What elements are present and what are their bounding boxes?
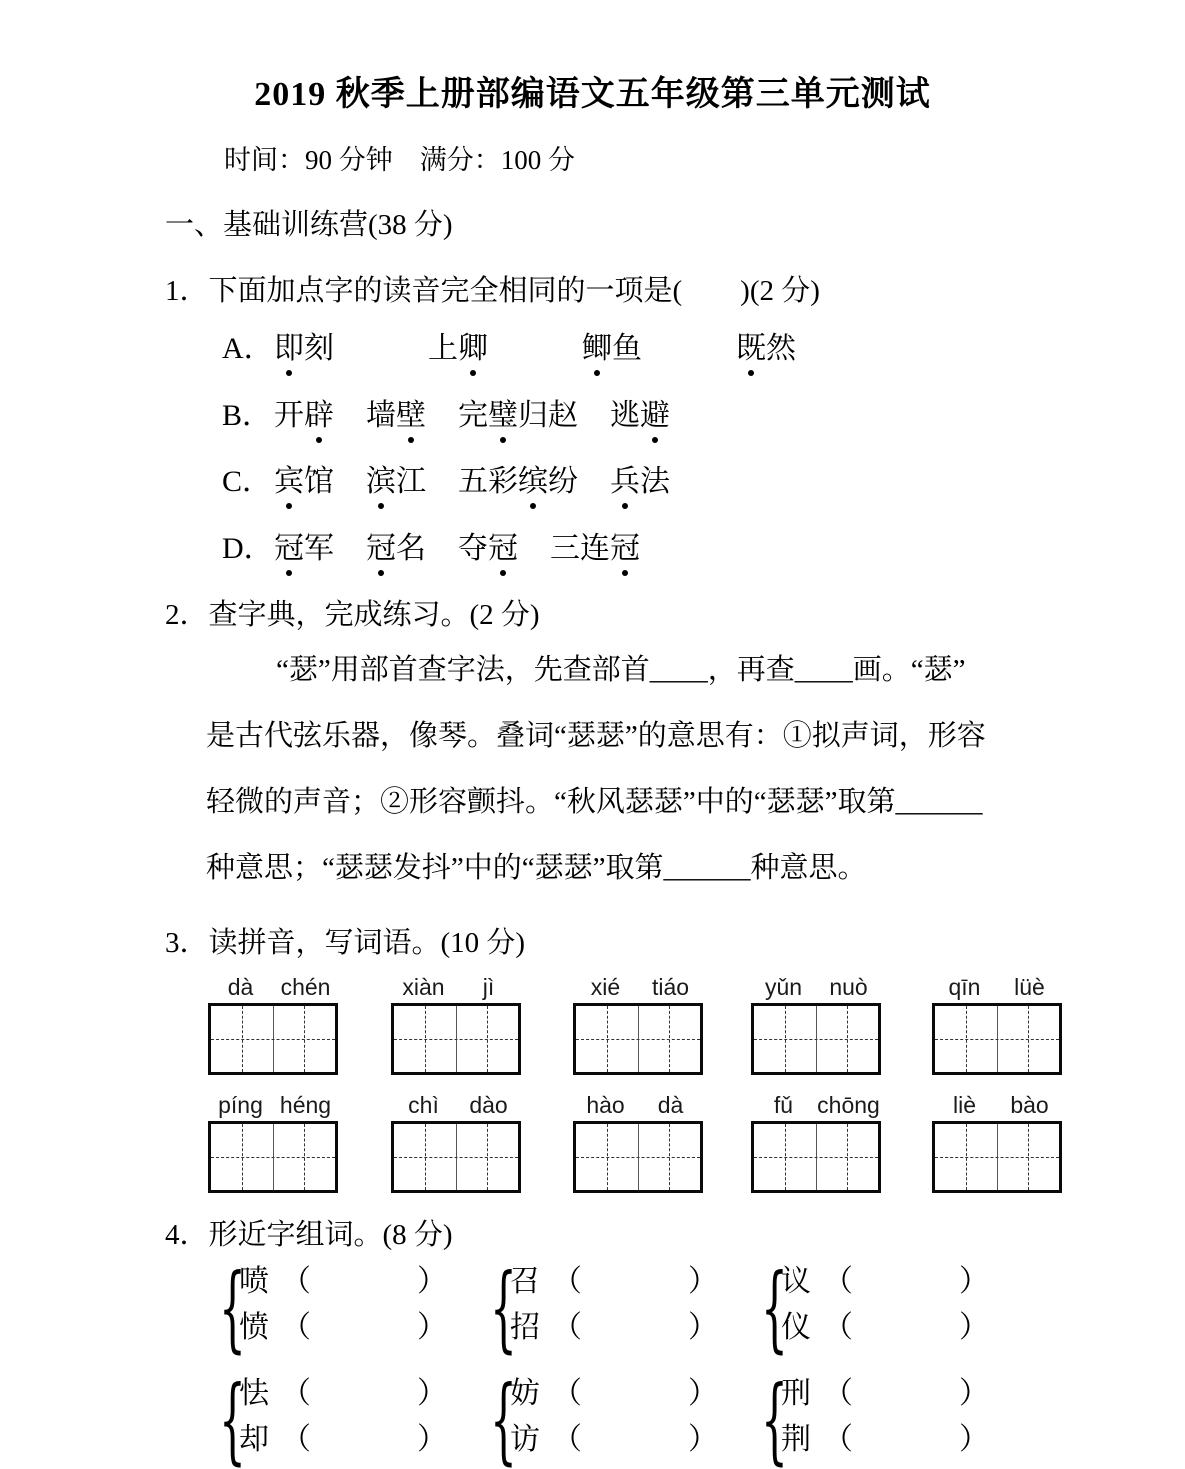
writing-grid <box>751 1121 881 1193</box>
dotted-character: 冠 <box>274 531 304 565</box>
pair-line <box>510 1265 718 1299</box>
pinyin-label-row <box>573 1086 703 1121</box>
writing-grid-cell <box>456 1006 519 1072</box>
option-word <box>274 331 334 367</box>
pair-group <box>490 1254 741 1363</box>
character: 完 <box>458 398 488 432</box>
writing-grid-cell <box>211 1006 273 1072</box>
writing-grid-cell <box>456 1124 519 1190</box>
pinyin-syllable: hào <box>586 1092 625 1118</box>
writing-grid-cell <box>211 1124 273 1190</box>
question-4-stem: 4．形近字组词。(8 分) <box>165 1219 453 1251</box>
close-paren: ） <box>959 1265 989 1298</box>
pinyin-label-row <box>208 968 338 1003</box>
pinyin-grid-unit <box>751 968 881 1075</box>
writing-grid-cell <box>997 1124 1060 1190</box>
character: 馆 <box>304 465 334 498</box>
writing-grid-cell <box>754 1006 816 1072</box>
pinyin-label-row <box>391 968 521 1003</box>
pinyin-grid-unit <box>391 1086 521 1193</box>
option-word <box>582 331 642 367</box>
pinyin-grid-unit <box>932 968 1062 1075</box>
near-form-character: 荆 <box>781 1423 811 1456</box>
option-row <box>222 531 890 598</box>
option-word <box>458 398 578 434</box>
option-row <box>222 464 890 531</box>
pinyin-syllable: qīn <box>948 974 981 1000</box>
pinyin-grid-unit <box>208 968 338 1075</box>
character: 五 <box>458 465 488 498</box>
near-form-character: 召 <box>510 1265 540 1298</box>
character: 赵 <box>548 398 578 432</box>
dotted-character: 璧 <box>488 398 518 432</box>
writing-grid-cell <box>576 1006 638 1072</box>
pair-group <box>490 1366 741 1469</box>
close-paren: ） <box>959 1377 989 1410</box>
pair-group <box>219 1366 470 1469</box>
character: 上 <box>428 332 458 365</box>
pinyin-syllable: lüè <box>1014 974 1045 1000</box>
pinyin-grid-unit <box>208 1086 338 1193</box>
paragraph-line: 轻微的声音；②形容颤抖。“秋风瑟瑟”中的“瑟瑟”取第______ <box>206 786 983 818</box>
brace-icon: { <box>219 1366 246 1469</box>
writing-grid-cell <box>935 1124 997 1190</box>
character: 开 <box>274 398 304 432</box>
pinyin-syllable: dà <box>227 974 254 1000</box>
pinyin-label-row <box>391 1086 521 1121</box>
pinyin-grid-unit <box>573 968 703 1075</box>
near-form-character: 刑 <box>781 1377 811 1410</box>
pinyin-syllable: fǔ <box>773 1092 794 1118</box>
open-paren: （ <box>823 1265 853 1298</box>
character: 然 <box>766 332 796 365</box>
writing-grid-cell <box>816 1124 879 1190</box>
writing-grid <box>573 1003 703 1075</box>
pair-line <box>781 1311 989 1345</box>
near-form-character: 妨 <box>510 1377 540 1410</box>
pair-group <box>761 1366 1012 1469</box>
pinyin-syllable: héng <box>279 1092 332 1118</box>
pinyin-label-row <box>751 1086 881 1121</box>
pair-line <box>510 1377 718 1411</box>
pinyin-syllable: chén <box>280 974 331 1000</box>
writing-grid-cell <box>394 1124 456 1190</box>
writing-grid <box>573 1121 703 1193</box>
option-word <box>458 464 578 500</box>
question-2-paragraph <box>206 648 1056 912</box>
character: 军 <box>304 531 334 565</box>
near-form-character: 愤 <box>239 1311 269 1344</box>
character: 墙 <box>366 398 396 432</box>
option-row <box>222 331 890 398</box>
dotted-character: 辟 <box>304 398 334 432</box>
writing-grid <box>208 1003 338 1075</box>
writing-grid-cell <box>997 1006 1060 1072</box>
close-paren: ） <box>417 1377 447 1410</box>
option-word <box>550 531 640 567</box>
time-score-line: 时间：90 分钟 满分：100 分 <box>224 145 575 175</box>
pinyin-label-row <box>751 968 881 1003</box>
option-label: D． <box>222 531 274 565</box>
character: 归 <box>518 398 548 432</box>
writing-grid-cell <box>638 1124 701 1190</box>
writing-grid-cell <box>273 1124 336 1190</box>
pair-line <box>781 1423 989 1457</box>
pair-line <box>781 1377 989 1411</box>
pinyin-syllable: dà <box>657 1092 684 1118</box>
writing-grid-cell <box>576 1124 638 1190</box>
pinyin-grid-unit <box>751 1086 881 1193</box>
option-word <box>458 531 518 567</box>
brace-icon: { <box>219 1254 246 1363</box>
open-paren: （ <box>552 1423 582 1456</box>
option-word <box>610 398 670 434</box>
character: 彩 <box>488 465 518 498</box>
pinyin-syllable: nuò <box>829 974 868 1000</box>
dotted-character: 冠 <box>366 531 396 565</box>
pair-line <box>239 1377 447 1411</box>
close-paren: ） <box>417 1423 447 1456</box>
open-paren: （ <box>281 1377 311 1410</box>
pair-line <box>781 1265 989 1299</box>
dotted-character: 缤 <box>518 465 548 498</box>
option-word <box>610 464 670 500</box>
close-paren: ） <box>688 1311 718 1344</box>
close-paren: ） <box>417 1311 447 1344</box>
pair-group <box>219 1254 470 1363</box>
pinyin-syllable: dào <box>469 1092 508 1118</box>
brace-icon: { <box>761 1366 788 1469</box>
pinyin-syllable: jì <box>482 974 495 1000</box>
open-paren: （ <box>552 1377 582 1410</box>
paragraph-line: “瑟”用部首查字法，先查部首____，再查____画。“瑟” <box>276 654 966 686</box>
close-paren: ） <box>959 1423 989 1456</box>
dotted-character: 避 <box>640 398 670 432</box>
character: 名 <box>396 531 426 565</box>
near-form-character: 招 <box>510 1311 540 1344</box>
option-row <box>222 398 890 465</box>
pinyin-syllable: xié <box>590 974 621 1000</box>
near-form-character: 怯 <box>239 1377 269 1410</box>
writing-grid <box>751 1003 881 1075</box>
option-word <box>736 331 796 367</box>
question-1-stem: 1．下面加点字的读音完全相同的一项是( )(2 分) <box>165 275 820 307</box>
pinyin-grid-unit <box>391 968 521 1075</box>
brace-icon: { <box>490 1366 517 1469</box>
section-heading: 一、基础训练营(38 分) <box>165 209 453 241</box>
open-paren: （ <box>552 1311 582 1344</box>
dotted-character: 冠 <box>488 531 518 565</box>
pinyin-grid-unit <box>573 1086 703 1193</box>
near-form-character: 议 <box>781 1265 811 1298</box>
dotted-character: 鲫 <box>582 332 612 365</box>
pinyin-grid-unit <box>932 1086 1062 1193</box>
character: 纷 <box>548 465 578 498</box>
option-label: A． <box>222 332 274 365</box>
pinyin-syllable: yǔn <box>764 974 803 1000</box>
paragraph-line: 是古代弦乐器，像琴。叠词“瑟瑟”的意思有：①拟声词，形容 <box>206 720 986 752</box>
close-paren: ） <box>959 1311 989 1344</box>
open-paren: （ <box>281 1265 311 1298</box>
writing-grid-cell <box>394 1006 456 1072</box>
option-label: C． <box>222 465 273 498</box>
dotted-character: 既 <box>736 332 766 365</box>
dotted-character: 卿 <box>458 332 488 365</box>
option-word <box>274 531 334 567</box>
pinyin-syllable: tiáo <box>651 974 690 1000</box>
option-word <box>428 331 488 367</box>
dotted-character: 壁 <box>396 398 426 432</box>
open-paren: （ <box>823 1311 853 1344</box>
near-form-character: 访 <box>510 1423 540 1456</box>
writing-grid-cell <box>754 1124 816 1190</box>
writing-grid <box>932 1121 1062 1193</box>
dotted-character: 冠 <box>610 531 640 565</box>
open-paren: （ <box>281 1311 311 1344</box>
writing-grid <box>391 1003 521 1075</box>
open-paren: （ <box>281 1423 311 1456</box>
brace-icon: { <box>761 1254 788 1363</box>
pinyin-syllable: chì <box>408 1092 439 1118</box>
character: 连 <box>580 531 610 565</box>
pair-line <box>239 1265 447 1299</box>
writing-grid-cell <box>935 1006 997 1072</box>
brace-icon: { <box>490 1254 517 1363</box>
character: 法 <box>640 465 670 498</box>
open-paren: （ <box>823 1423 853 1456</box>
option-word <box>366 398 426 434</box>
character: 夺 <box>458 531 488 565</box>
writing-grid-cell <box>638 1006 701 1072</box>
writing-grid <box>932 1003 1062 1075</box>
option-word <box>366 464 426 500</box>
pinyin-label-row <box>573 968 703 1003</box>
dotted-character: 即 <box>274 332 304 365</box>
option-word <box>274 464 334 500</box>
pair-group <box>761 1254 1012 1363</box>
pinyin-syllable: chōng <box>817 1092 880 1118</box>
writing-grid <box>208 1121 338 1193</box>
dotted-character: 宾 <box>274 465 304 498</box>
character: 三 <box>550 531 580 565</box>
character: 鱼 <box>612 332 642 365</box>
character: 逃 <box>610 398 640 432</box>
close-paren: ） <box>688 1377 718 1410</box>
close-paren: ） <box>688 1423 718 1456</box>
pinyin-syllable: liè <box>952 1092 976 1118</box>
writing-grid <box>391 1121 521 1193</box>
writing-grid-cell <box>273 1006 336 1072</box>
pinyin-label-row <box>208 1086 338 1121</box>
question-3-stem: 3．读拼音，写词语。(10 分) <box>165 927 526 959</box>
close-paren: ） <box>417 1265 447 1298</box>
page-title: 2019 秋季上册部编语文五年级第三单元测试 <box>254 76 931 113</box>
near-form-character: 仪 <box>781 1311 811 1344</box>
pair-line <box>239 1311 447 1345</box>
near-form-character: 喷 <box>239 1265 269 1298</box>
writing-grid-cell <box>816 1006 879 1072</box>
open-paren: （ <box>823 1377 853 1410</box>
paragraph-line: 种意思；“瑟瑟发抖”中的“瑟瑟”取第______种意思。 <box>206 852 867 884</box>
character: 刻 <box>304 332 334 365</box>
pinyin-syllable: bào <box>1010 1092 1049 1118</box>
near-form-character: 却 <box>239 1423 269 1456</box>
option-word <box>366 531 426 567</box>
question-2-stem: 2．查字典，完成练习。(2 分) <box>165 599 540 631</box>
pair-line <box>510 1423 718 1457</box>
pinyin-label-row <box>932 968 1062 1003</box>
open-paren: （ <box>552 1265 582 1298</box>
pair-line <box>510 1311 718 1345</box>
q1-options <box>222 331 890 597</box>
dotted-character: 兵 <box>610 465 640 498</box>
close-paren: ） <box>688 1265 718 1298</box>
pinyin-label-row <box>932 1086 1062 1121</box>
option-word <box>274 398 334 434</box>
pair-line <box>239 1423 447 1457</box>
option-label: B． <box>222 398 273 432</box>
dotted-character: 滨 <box>366 465 396 498</box>
pinyin-syllable: píng <box>218 1092 263 1118</box>
character: 江 <box>396 465 426 498</box>
pinyin-syllable: xiàn <box>402 974 445 1000</box>
